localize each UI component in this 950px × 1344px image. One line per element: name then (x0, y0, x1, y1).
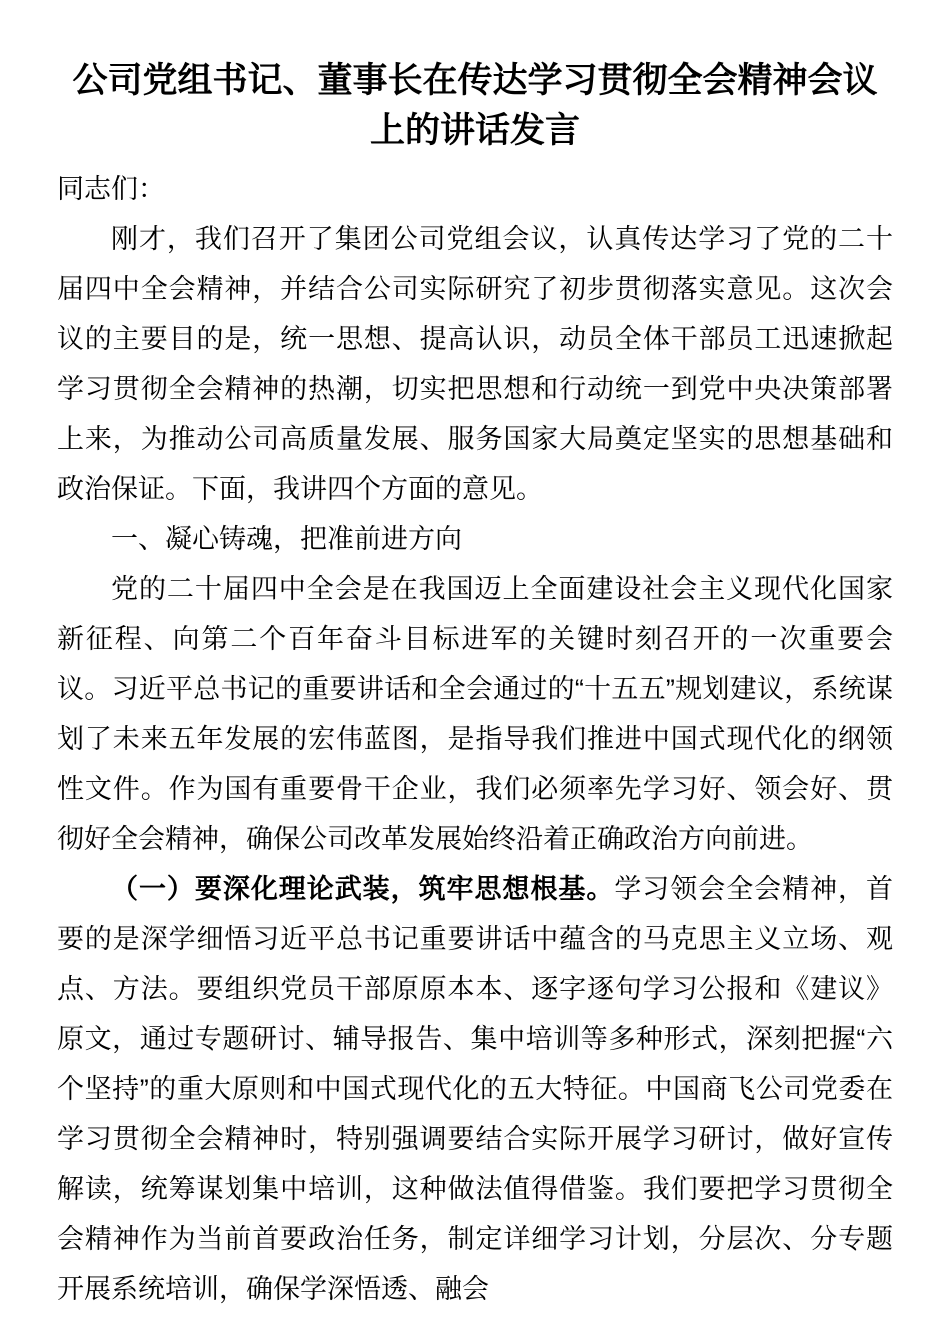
subsection-1-lead-heading: （一）要深化理论武装，筑牢思想根基。 (111, 874, 615, 904)
section-1-subsection-1-paragraph (57, 864, 893, 1314)
intro-paragraph: 刚才，我们召开了集团公司党组会议，认真传达学习了党的二十届四中全会精神，并结合公司实际研究了初步贯彻落实意见。这次会议的主要目的是，统一思想、提高认识，动员全体干部员工迅速掀起学习贯彻全会精神的热潮，切实把思想和行动统一到党中央决策部署上来，为推动公司高质量发展、服务国家大局奠定坚实的思想基础和政治保证。下面，我讲四个方面的意见。 (57, 224, 893, 504)
subsection-1-body-text: 学习领会全会精神，首要的是深学细悟习近平总书记重要讲话中蕴含的马克思主义立场、观点、方法。要组织党员干部原原本本、逐字逐句学习公报和《建议》原文，通过专题研讨、辅导报告、集中培训等多种形式，深刻把握“六个坚持”的重大原则和中国式现代化的五大特征。中国商飞公司党委在学习贯彻全会精神时，特别强调要结合实际开展学习研讨，做好宣传解读，统筹谋划集中培训，这种做法值得借鉴。我们要把学习贯彻全会精神作为当前首要政治任务，制定详细学习计划，分层次、分专题开展系统培训，确保学深悟透、融会 (57, 874, 894, 1304)
section-1-paragraph-1-text: 党的二十届四中全会是在我国迈上全面建设社会主义现代化国家新征程、向第二个百年奋斗目标进军的关键时刻召开的一次重要会议。习近平总书记的重要讲话和全会通过的“十五五”规划建议，系统谋划了未来五年发展的宏伟蓝图，是指导我们推进中国式现代化的纲领性文件。作为国有重要骨干企业，我们必须率先学习好、领会好、贯彻好全会精神，确保公司改革发展始终沿着正确政治方向前进。 (57, 574, 893, 854)
document-title: 公司党组书记、董事长在传达学习贯彻全会精神会议上的讲话发言 (72, 61, 878, 150)
section-1-paragraph-1 (57, 564, 893, 864)
salutation: 同志们： (57, 174, 165, 204)
section-1-heading: 一、凝心铸魂，把准前进方向 (111, 524, 462, 554)
